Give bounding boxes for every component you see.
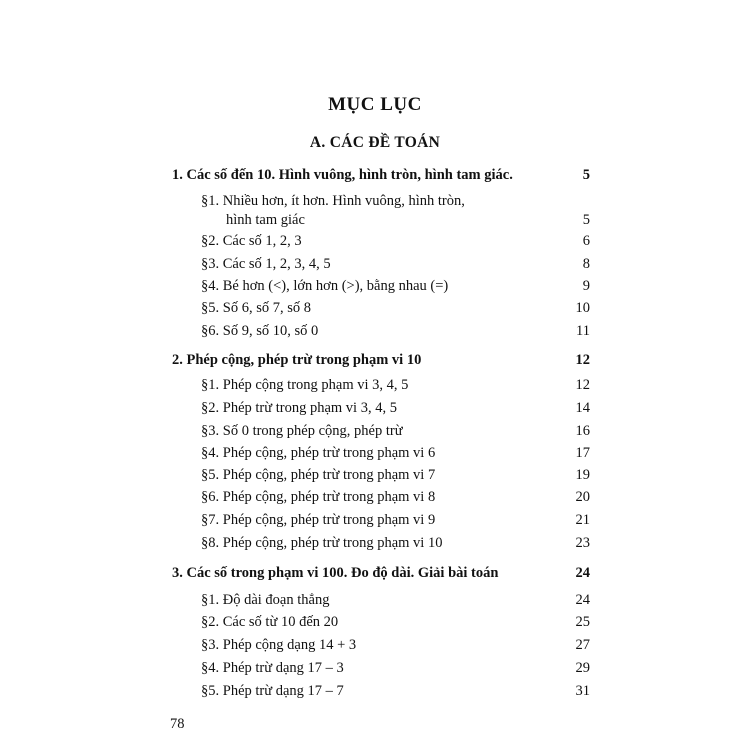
page-title: MỤC LỤC: [328, 94, 422, 115]
toc-chapter-row: [0, 352, 750, 374]
toc-entry-label: §4. Phép cộng, phép trừ trong phạm vi 6: [201, 445, 436, 461]
part-heading: A. CÁC ĐỀ TOÁN: [309, 134, 441, 151]
toc-entry-page: 9: [582, 278, 590, 294]
toc-entry-page: 8: [582, 256, 590, 272]
toc-entry-label: 2. Phép cộng, phép trừ trong phạm vi 10: [172, 352, 422, 368]
toc-section-row: [0, 660, 750, 682]
toc-entry-label: §2. Các số 1, 2, 3: [201, 233, 302, 249]
toc-entry-label: §5. Phép trừ dạng 17 – 7: [201, 683, 344, 699]
toc-section-row: [0, 323, 750, 345]
toc-entry-label: §5. Số 6, số 7, số 8: [201, 300, 311, 316]
toc-section-row: [0, 256, 750, 278]
toc-section-row: [0, 300, 750, 322]
toc-entry-page: 27: [575, 637, 590, 653]
toc-section-row: [0, 278, 750, 300]
toc-entry-page: 23: [575, 535, 590, 551]
toc-section-row: [0, 489, 750, 511]
toc-entry-page: 17: [575, 445, 590, 461]
toc-section-row: [0, 423, 750, 445]
toc-section-row: [0, 592, 750, 614]
toc-entry-label: §4. Phép trừ dạng 17 – 3: [201, 660, 344, 676]
toc-entry-page: 24: [575, 565, 590, 581]
toc-entry-label: §1. Độ dài đoạn thẳng: [201, 592, 330, 608]
toc-section-row: [0, 233, 750, 255]
toc-entry-page: 5: [582, 212, 590, 228]
toc-entry-label: §3. Số 0 trong phép cộng, phép trừ: [201, 423, 403, 439]
toc-section-row: [0, 637, 750, 659]
toc-section-row: [0, 212, 750, 234]
toc-entry-label: §2. Các số từ 10 đến 20: [201, 614, 339, 630]
toc-section-row: [0, 467, 750, 489]
toc-entry-page: 16: [575, 423, 590, 439]
toc-entry-label: §1. Nhiều hơn, ít hơn. Hình vuông, hình tròn,: [201, 193, 465, 209]
toc-entry-label: §8. Phép cộng, phép trừ trong phạm vi 10: [201, 535, 443, 551]
toc-entry-label: 3. Các số trong phạm vi 100. Đo độ dài. Giải bài toán: [172, 565, 499, 581]
toc-entry-label: §3. Phép cộng dạng 14 + 3: [201, 637, 357, 653]
toc-entry-page: 10: [575, 300, 590, 316]
toc-section-row: [0, 512, 750, 534]
toc-entry-label: §5. Phép cộng, phép trừ trong phạm vi 7: [201, 467, 436, 483]
toc-entry-label: §2. Phép trừ trong phạm vi 3, 4, 5: [201, 400, 397, 416]
toc-entry-page: 19: [575, 467, 590, 483]
toc-section-row: [0, 377, 750, 399]
toc-entry-page: 12: [575, 352, 590, 368]
toc-entry-label: 1. Các số đến 10. Hình vuông, hình tròn, hình tam giác.: [172, 167, 513, 183]
toc-section-row: [0, 400, 750, 422]
toc-entry-label: §3. Các số 1, 2, 3, 4, 5: [201, 256, 331, 272]
toc-chapter-row: [0, 167, 750, 189]
toc-section-row: [0, 445, 750, 467]
toc-entry-label: hình tam giác: [226, 212, 305, 228]
toc-entry-page: 6: [582, 233, 590, 249]
toc-entry-label: §6. Phép cộng, phép trừ trong phạm vi 8: [201, 489, 436, 505]
toc-section-row: [0, 535, 750, 557]
toc-entry-label: §6. Số 9, số 10, số 0: [201, 323, 319, 339]
toc-entry-page: 14: [575, 400, 590, 416]
toc-entry-label: §4. Bé hơn (<), lớn hơn (>), bằng nhau (=): [201, 278, 449, 294]
toc-entry-page: 24: [575, 592, 590, 608]
toc-chapter-row: [0, 565, 750, 587]
toc-entry-page: 11: [576, 323, 590, 339]
toc-section-row: [0, 614, 750, 636]
toc-entry-page: 25: [575, 614, 590, 630]
toc-entry-page: 20: [575, 489, 590, 505]
toc-entry-page: 21: [575, 512, 590, 528]
toc-entry-label: §1. Phép cộng trong phạm vi 3, 4, 5: [201, 377, 409, 393]
toc-section-row: [0, 683, 750, 705]
toc-entry-page: 29: [575, 660, 590, 676]
toc-entry-page: 5: [582, 167, 590, 183]
toc-entry-page: 12: [575, 377, 590, 393]
page-number: 78: [170, 716, 185, 732]
toc-entry-label: §7. Phép cộng, phép trừ trong phạm vi 9: [201, 512, 436, 528]
toc-entry-page: 31: [575, 683, 590, 699]
